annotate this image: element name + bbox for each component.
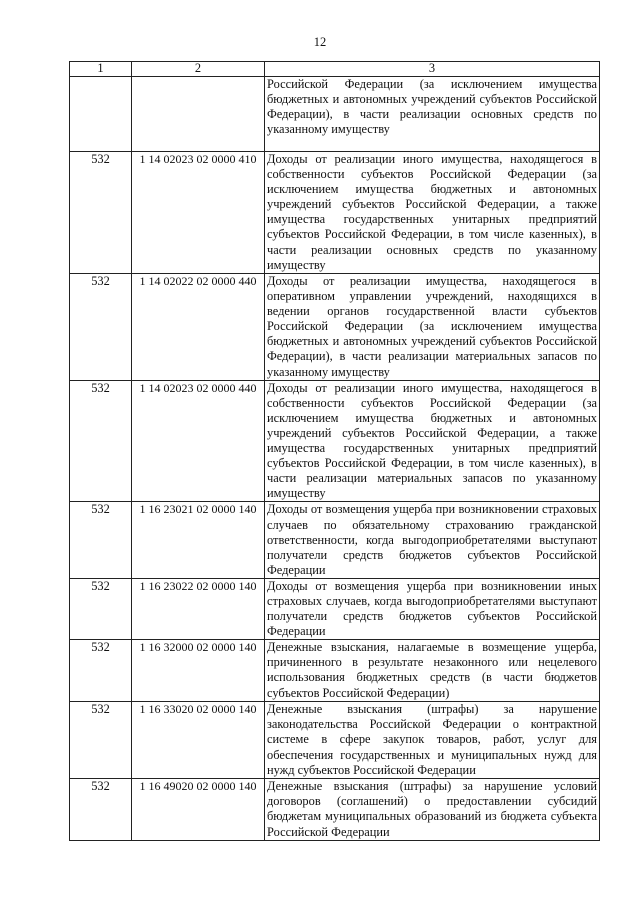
description-cell: Доходы от реализации иного имущества, находящегося в собственности субъектов Российской Федерации (за исключением имущества бюджетных и автономных учреждений субъектов Российской Федерации, а также имущества государственных унитарных предприятий субъектов Российской Федерации, в том числе казенных), в части реализации основных средств по указанному имуществу [265, 152, 600, 274]
description-cell: Доходы от возмещения ущерба при возникновении страховых случаев по обязательному страхованию гражданской ответственности, когда выгодоприобретателями выступают получатели средств бюджетов субъектов Российской Федерации [265, 502, 600, 578]
admin-code-cell: 532 [70, 702, 132, 779]
kbk-cell: 1 14 02023 02 0000 410 [132, 152, 265, 274]
header-row [70, 62, 600, 77]
kbk-cell: 1 14 02022 02 0000 440 [132, 274, 265, 381]
admin-code-cell: 532 [70, 578, 132, 639]
table-row [70, 702, 600, 779]
kbk-cell: 1 16 33020 02 0000 140 [132, 702, 265, 779]
table-header [70, 62, 600, 77]
admin-code-cell [70, 77, 132, 152]
table-row [70, 779, 600, 840]
admin-code-cell: 532 [70, 380, 132, 502]
admin-code-cell: 532 [70, 779, 132, 840]
description-cell: Доходы от реализации имущества, находящегося в оперативном управлении учреждений, находящихся в ведении органов государственной власти субъектов Российской Федерации (за исключением имущества бюджетных и автономных учреждений субъектов Российской Федерации), в части реализации материальных запасов по указанному имуществу [265, 274, 600, 381]
description-cell: Доходы от реализации иного имущества, находящегося в собственности субъектов Российской Федерации (за исключением имущества бюджетных и автономных учреждений субъектов Российской Федерации, а также имущества государственных унитарных предприятий субъектов Российской Федерации, в том числе казенных), в части реализации материальных запасов по указанному имуществу [265, 380, 600, 502]
header-col-2: 2 [132, 62, 265, 77]
kbk-cell: 1 16 23022 02 0000 140 [132, 578, 265, 639]
table-row [70, 578, 600, 639]
description-cell: Российской Федерации (за исключением имущества бюджетных и автономных учреждений субъектов Российской Федерации), в части реализации основных средств по указанному имуществу [265, 77, 600, 152]
description-cell: Денежные взыскания (штрафы) за нарушение условий договоров (соглашений) о предоставлении субсидий бюджетам муниципальных образований из бюджета субъекта Российской Федерации [265, 779, 600, 840]
kbk-cell: 1 16 23021 02 0000 140 [132, 502, 265, 578]
admin-code-cell: 532 [70, 640, 132, 702]
revenue-codes-table [69, 61, 600, 841]
admin-code-cell: 532 [70, 274, 132, 381]
admin-code-cell: 532 [70, 502, 132, 578]
kbk-cell: 1 14 02023 02 0000 440 [132, 380, 265, 502]
admin-code-cell: 532 [70, 152, 132, 274]
table-row [70, 380, 600, 502]
table-row [70, 502, 600, 578]
table-row [70, 640, 600, 702]
table-body [70, 77, 600, 841]
description-cell: Доходы от возмещения ущерба при возникновении иных страховых случаев, когда выгодоприобретателями выступают получатели средств бюджетов субъектов Российской Федерации [265, 578, 600, 639]
table-row [70, 274, 600, 381]
kbk-cell: 1 16 32000 02 0000 140 [132, 640, 265, 702]
header-col-3: 3 [265, 62, 600, 77]
kbk-cell: 1 16 49020 02 0000 140 [132, 779, 265, 840]
description-cell: Денежные взыскания, налагаемые в возмещение ущерба, причиненного в результате незаконного или нецелевого использования бюджетных средств (в части бюджетов субъектов Российской Федерации) [265, 640, 600, 702]
description-cell: Денежные взыскания (штрафы) за нарушение законодательства Российской Федерации о контрактной системе в сфере закупок товаров, работ, услуг для обеспечения государственных и муниципальных нужд для нужд субъектов Российской Федерации [265, 702, 600, 779]
continuation-row [70, 77, 600, 152]
page-number: 12 [313, 35, 327, 49]
kbk-cell [132, 77, 265, 152]
header-col-1: 1 [70, 62, 132, 77]
table-row [70, 152, 600, 274]
